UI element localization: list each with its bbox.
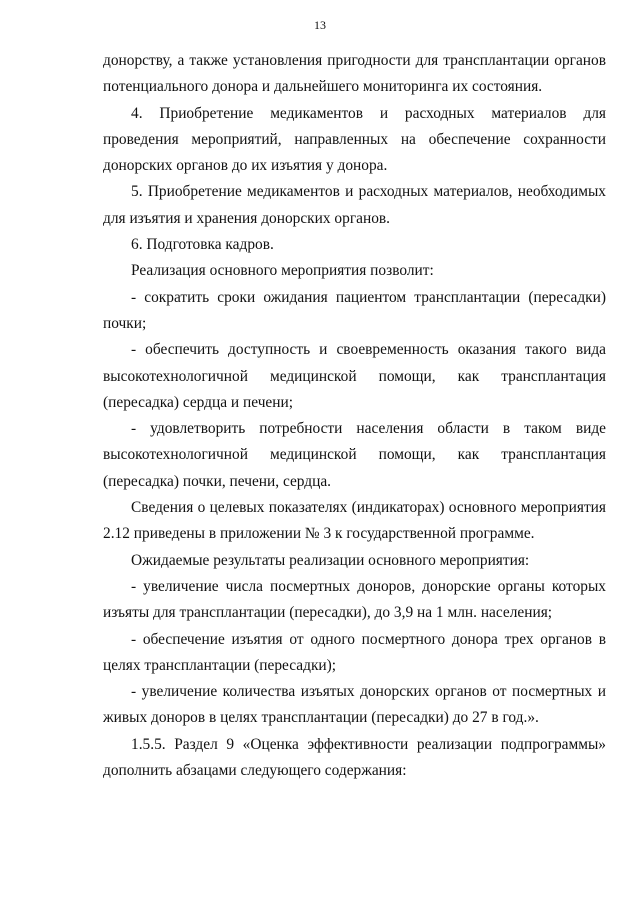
paragraph-continuation: донорству, а также установления пригодности для трансплантации органов потенциального донора и дальнейшего мониторинга их состояния. (103, 52, 606, 96)
bullet-increase-donors: - увеличение числа посмертных доноров, донорские органы которых изъяты для трансплантации (пересадки), до 3,9 на 1 млн. населения; (103, 577, 606, 622)
bullet-ensure-access: - обеспечить доступность и своевременность оказания такого вида высокотехнологичной медицинской помощи, как трансплантация (пересадка) сердца и печени; (103, 341, 606, 411)
paragraph-section-9: 1.5.5. Раздел 9 «Оценка эффективности реализации подпрограммы» дополнить абзацами следующего содержания: (103, 735, 606, 780)
bullet-satisfy-needs: - удовлетворить потребности населения области в таком виде высокотехнологичной медицинской помощи, как трансплантация (пересадка) почки, печени, сердца. (103, 420, 606, 490)
paragraph-item-5: 5. Приобретение медикаментов и расходных материалов, необходимых для изъятия и хранения донорских органов. (103, 183, 606, 227)
bullet-reduce-waiting: - сократить сроки ожидания пациентом трансплантации (пересадки) почки; (103, 288, 606, 332)
paragraph-item-4: 4. Приобретение медикаментов и расходных материалов для проведения мероприятий, направленных на обеспечение сохранности донорских органов до их изъятия у донора. (103, 104, 606, 175)
bullet-three-organs: - обеспечение изъятия от одного посмертного донора трех органов в целях трансплантации (пересадки); (103, 630, 606, 674)
paragraph-item-6: 6. Подготовка кадров. (131, 236, 274, 254)
page-number: 13 (314, 18, 326, 32)
paragraph-expected-results: Ожидаемые результаты реализации основного мероприятия: (131, 551, 530, 569)
bullet-increase-organs: - увеличение количества изъятых донорских органов от посмертных и живых доноров в целях трансплантации (пересадки) до 27 в год.». (103, 683, 606, 727)
paragraph-outcomes-intro: Реализация основного мероприятия позволит: (131, 262, 434, 280)
document-body (103, 48, 606, 784)
paragraph-indicators: Сведения о целевых показателях (индикаторах) основного мероприятия 2.12 приведены в приложении № 3 к государственной программе. (103, 499, 606, 543)
